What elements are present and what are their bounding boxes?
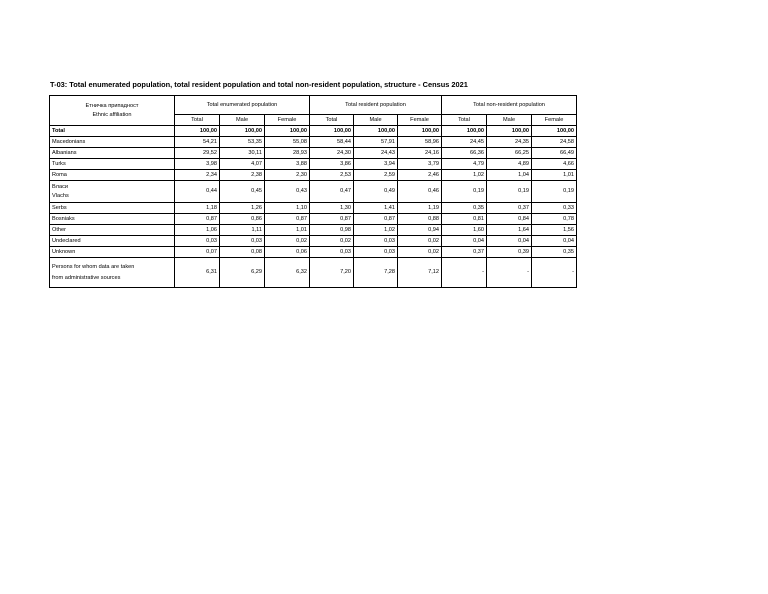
value-cell: 0,87 — [265, 214, 310, 225]
value-cell: 1,01 — [265, 225, 310, 236]
value-cell: 0,94 — [398, 225, 442, 236]
value-cell: 2,34 — [175, 170, 220, 181]
value-cell: 4,07 — [220, 159, 265, 170]
group-header-enumerated: Total enumerated population — [175, 96, 310, 115]
subheader-male: Male — [220, 115, 265, 126]
subheader-female: Female — [532, 115, 577, 126]
value-cell: 0,37 — [442, 247, 487, 258]
value-cell: 2,53 — [310, 170, 354, 181]
value-cell: 2,59 — [354, 170, 398, 181]
table-row — [50, 203, 577, 214]
value-cell: 0,02 — [310, 236, 354, 247]
value-cell: 0,03 — [310, 247, 354, 258]
value-cell: 1,26 — [220, 203, 265, 214]
row-label: Total — [50, 126, 175, 137]
value-cell: 0,81 — [442, 214, 487, 225]
value-cell: 7,12 — [398, 258, 442, 288]
value-cell: 3,88 — [265, 159, 310, 170]
value-cell: 0,02 — [398, 247, 442, 258]
value-cell: 0,86 — [220, 214, 265, 225]
value-cell: 0,33 — [532, 203, 577, 214]
value-cell: 58,96 — [398, 137, 442, 148]
value-cell: 3,94 — [354, 159, 398, 170]
subheader-total: Total — [310, 115, 354, 126]
value-cell: 1,02 — [442, 170, 487, 181]
value-cell: 0,47 — [310, 181, 354, 203]
value-cell: 3,98 — [175, 159, 220, 170]
table-row — [50, 225, 577, 236]
value-cell: 66,49 — [532, 148, 577, 159]
table-row — [50, 214, 577, 225]
table-row — [50, 247, 577, 258]
value-cell: 0,06 — [265, 247, 310, 258]
value-cell: 100,00 — [220, 126, 265, 137]
table-row — [50, 126, 577, 137]
value-cell: 58,44 — [310, 137, 354, 148]
value-cell: 100,00 — [398, 126, 442, 137]
value-cell: 100,00 — [175, 126, 220, 137]
value-cell: 0,03 — [220, 236, 265, 247]
affiliation-header-mk: Етничка припадност — [85, 102, 139, 109]
value-cell: 24,16 — [398, 148, 442, 159]
row-label: Undeclared — [50, 236, 175, 247]
row-label: Roma — [50, 170, 175, 181]
table-body — [50, 126, 577, 288]
value-cell: 1,19 — [398, 203, 442, 214]
table-row — [50, 181, 577, 203]
value-cell: 1,01 — [532, 170, 577, 181]
value-cell: 53,35 — [220, 137, 265, 148]
value-cell: 0,03 — [175, 236, 220, 247]
value-cell: 6,29 — [220, 258, 265, 288]
value-cell: 0,04 — [532, 236, 577, 247]
value-cell: 6,31 — [175, 258, 220, 288]
value-cell: 1,06 — [175, 225, 220, 236]
row-label: Bosniaks — [50, 214, 175, 225]
value-cell: 30,11 — [220, 148, 265, 159]
value-cell: 1,41 — [354, 203, 398, 214]
row-label-line: Власи — [52, 183, 69, 190]
value-cell: 100,00 — [310, 126, 354, 137]
table-row — [50, 137, 577, 148]
value-cell: 0,19 — [442, 181, 487, 203]
value-cell: 0,07 — [175, 247, 220, 258]
value-cell: 0,46 — [398, 181, 442, 203]
subheader-male: Male — [487, 115, 532, 126]
value-cell: 100,00 — [532, 126, 577, 137]
value-cell: 2,38 — [220, 170, 265, 181]
value-cell: 100,00 — [265, 126, 310, 137]
subheader-male: Male — [354, 115, 398, 126]
row-label: Albanians — [50, 148, 175, 159]
census-table — [49, 95, 577, 288]
subheader-total: Total — [175, 115, 220, 126]
value-cell: 1,10 — [265, 203, 310, 214]
value-cell: 0,87 — [175, 214, 220, 225]
table-row — [50, 236, 577, 247]
value-cell: 24,30 — [310, 148, 354, 159]
value-cell: - — [442, 258, 487, 288]
value-cell: 0,87 — [354, 214, 398, 225]
value-cell: 100,00 — [354, 126, 398, 137]
value-cell: 1,18 — [175, 203, 220, 214]
value-cell: 0,87 — [310, 214, 354, 225]
value-cell: 0,88 — [398, 214, 442, 225]
row-label: Macedonians — [50, 137, 175, 148]
value-cell: 0,02 — [265, 236, 310, 247]
table-title: T-03: Total enumerated population, total resident population and total non-resident population, structure - Census 2021 — [50, 80, 468, 89]
value-cell: 0,84 — [487, 214, 532, 225]
value-cell: 1,11 — [220, 225, 265, 236]
group-header-non-resident: Total non-resident population — [442, 96, 577, 115]
value-cell: 0,04 — [442, 236, 487, 247]
value-cell: - — [532, 258, 577, 288]
value-cell: 0,78 — [532, 214, 577, 225]
value-cell: 24,58 — [532, 137, 577, 148]
value-cell: 7,20 — [310, 258, 354, 288]
table-row — [50, 170, 577, 181]
value-cell: 1,30 — [310, 203, 354, 214]
value-cell: 24,35 — [487, 137, 532, 148]
value-cell: 4,66 — [532, 159, 577, 170]
value-cell: 54,21 — [175, 137, 220, 148]
value-cell: 28,93 — [265, 148, 310, 159]
value-cell: 0,19 — [532, 181, 577, 203]
row-label: Other — [50, 225, 175, 236]
group-header-resident: Total resident population — [310, 96, 442, 115]
table-row — [50, 159, 577, 170]
value-cell: 100,00 — [487, 126, 532, 137]
value-cell: 0,44 — [175, 181, 220, 203]
affiliation-header — [50, 96, 175, 126]
value-cell: 0,39 — [487, 247, 532, 258]
row-label — [50, 258, 175, 288]
table-row — [50, 148, 577, 159]
value-cell: 0,03 — [354, 236, 398, 247]
value-cell: 0,98 — [310, 225, 354, 236]
value-cell: 0,02 — [398, 236, 442, 247]
value-cell: 1,64 — [487, 225, 532, 236]
subheader-total: Total — [442, 115, 487, 126]
value-cell: 24,45 — [442, 137, 487, 148]
row-label-line: from administrative sources — [52, 274, 121, 281]
row-label: Serbs — [50, 203, 175, 214]
value-cell: 66,25 — [487, 148, 532, 159]
value-cell: 0,19 — [487, 181, 532, 203]
value-cell: 0,37 — [487, 203, 532, 214]
value-cell: 24,43 — [354, 148, 398, 159]
value-cell: 55,08 — [265, 137, 310, 148]
row-label: Unknown — [50, 247, 175, 258]
value-cell: 0,04 — [487, 236, 532, 247]
value-cell: 4,79 — [442, 159, 487, 170]
value-cell: 57,91 — [354, 137, 398, 148]
row-label: Turks — [50, 159, 175, 170]
table-row — [50, 258, 577, 288]
row-label — [50, 181, 175, 203]
row-label-line: Vlachs — [52, 192, 69, 199]
affiliation-header-en: Ethnic affiliation — [92, 111, 132, 118]
value-cell: 29,52 — [175, 148, 220, 159]
value-cell: 3,79 — [398, 159, 442, 170]
value-cell: 0,35 — [442, 203, 487, 214]
value-cell: 0,49 — [354, 181, 398, 203]
value-cell: 4,89 — [487, 159, 532, 170]
value-cell: 6,32 — [265, 258, 310, 288]
value-cell: 0,43 — [265, 181, 310, 203]
subheader-female: Female — [265, 115, 310, 126]
value-cell: 0,03 — [354, 247, 398, 258]
row-label-line: Persons for whom data are taken — [52, 264, 135, 271]
value-cell: 0,35 — [532, 247, 577, 258]
value-cell: 2,30 — [265, 170, 310, 181]
value-cell: 3,86 — [310, 159, 354, 170]
value-cell: 1,02 — [354, 225, 398, 236]
value-cell: 100,00 — [442, 126, 487, 137]
subheader-female: Female — [398, 115, 442, 126]
value-cell: 66,36 — [442, 148, 487, 159]
value-cell: 1,60 — [442, 225, 487, 236]
value-cell: 1,56 — [532, 225, 577, 236]
value-cell: 7,28 — [354, 258, 398, 288]
value-cell: 1,04 — [487, 170, 532, 181]
value-cell: 0,08 — [220, 247, 265, 258]
value-cell: 2,46 — [398, 170, 442, 181]
value-cell: 0,45 — [220, 181, 265, 203]
value-cell: - — [487, 258, 532, 288]
